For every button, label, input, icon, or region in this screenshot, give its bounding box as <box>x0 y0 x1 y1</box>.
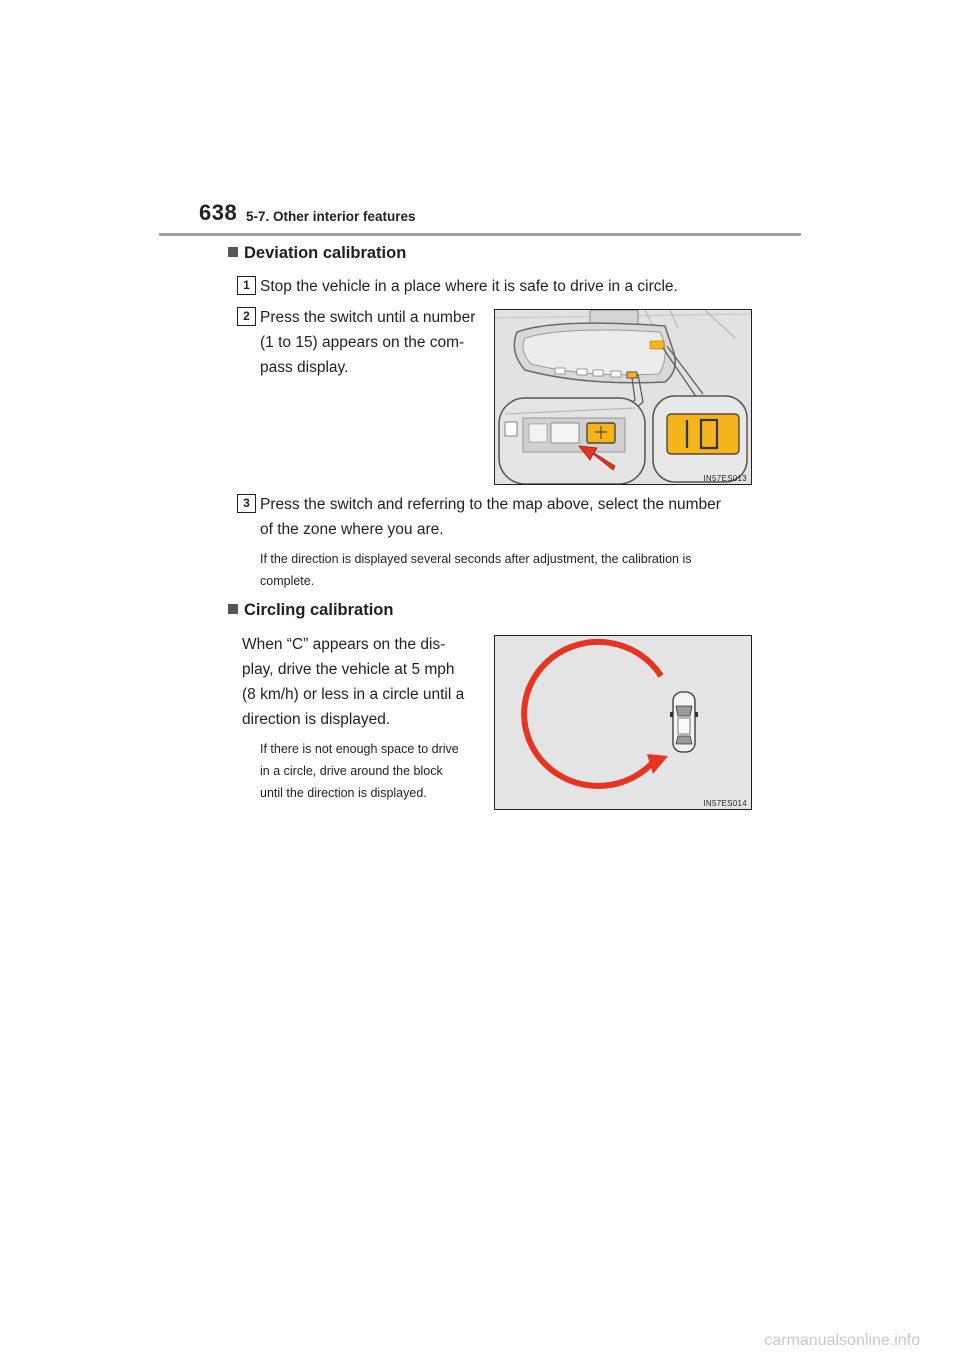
note-line: complete. <box>260 574 315 588</box>
mirror-illustration <box>495 310 751 484</box>
step-1-text: Stop the vehicle in a place where it is safe to drive in a circle. <box>260 278 678 295</box>
figure-code: IN57ES014 <box>703 799 747 808</box>
circling-figure <box>494 635 752 810</box>
step-3-text <box>260 492 721 542</box>
step-badge-3: 3 <box>237 494 256 513</box>
circling-line: direction is displayed. <box>242 711 391 728</box>
deviation-heading-text: Deviation calibration <box>244 244 407 262</box>
step-3-line: Press the switch and referring to the map above, select the number <box>260 496 721 513</box>
note-line: If the direction is displayed several seconds after adjustment, the calibration is <box>260 552 692 566</box>
figure-code: IN57ES013 <box>703 474 747 483</box>
circling-text <box>242 632 480 732</box>
car-icon <box>670 692 698 752</box>
step-3-line: of the zone where you are. <box>260 521 444 538</box>
circling-note-line: If there is not enough space to drive <box>260 742 459 756</box>
step-2-line: Press the switch until a number <box>260 309 476 326</box>
circling-note <box>260 738 480 804</box>
circling-note-line: in a circle, drive around the block <box>260 764 443 778</box>
step-badge-1: 1 <box>237 276 256 295</box>
step-2-text <box>260 305 480 380</box>
page-number: 638 <box>199 200 238 225</box>
bullet-square-icon <box>228 247 238 257</box>
circling-line: (8 km/h) or less in a circle until a <box>242 686 465 703</box>
circling-heading <box>228 601 393 620</box>
deviation-heading <box>228 244 406 263</box>
step-2-line: pass display. <box>260 359 349 376</box>
watermark <box>0 1332 960 1350</box>
circling-line: play, drive the vehicle at 5 mph <box>242 661 455 678</box>
step-2-line: (1 to 15) appears on the com- <box>260 334 465 351</box>
section-title: 5-7. Other interior features <box>246 209 416 224</box>
calibration-note <box>260 548 691 592</box>
watermark-text: carmanualsonline.info <box>764 1332 920 1349</box>
circle-drive-illustration <box>495 636 751 809</box>
circling-heading-text: Circling calibration <box>244 601 394 619</box>
step-badge-2: 2 <box>237 307 256 326</box>
compass-switch-figure <box>494 309 752 485</box>
bullet-square-icon <box>228 604 238 614</box>
circling-note-line: until the direction is displayed. <box>260 786 427 800</box>
circling-line: When “C” appears on the dis- <box>242 636 446 653</box>
header-divider <box>159 233 801 236</box>
